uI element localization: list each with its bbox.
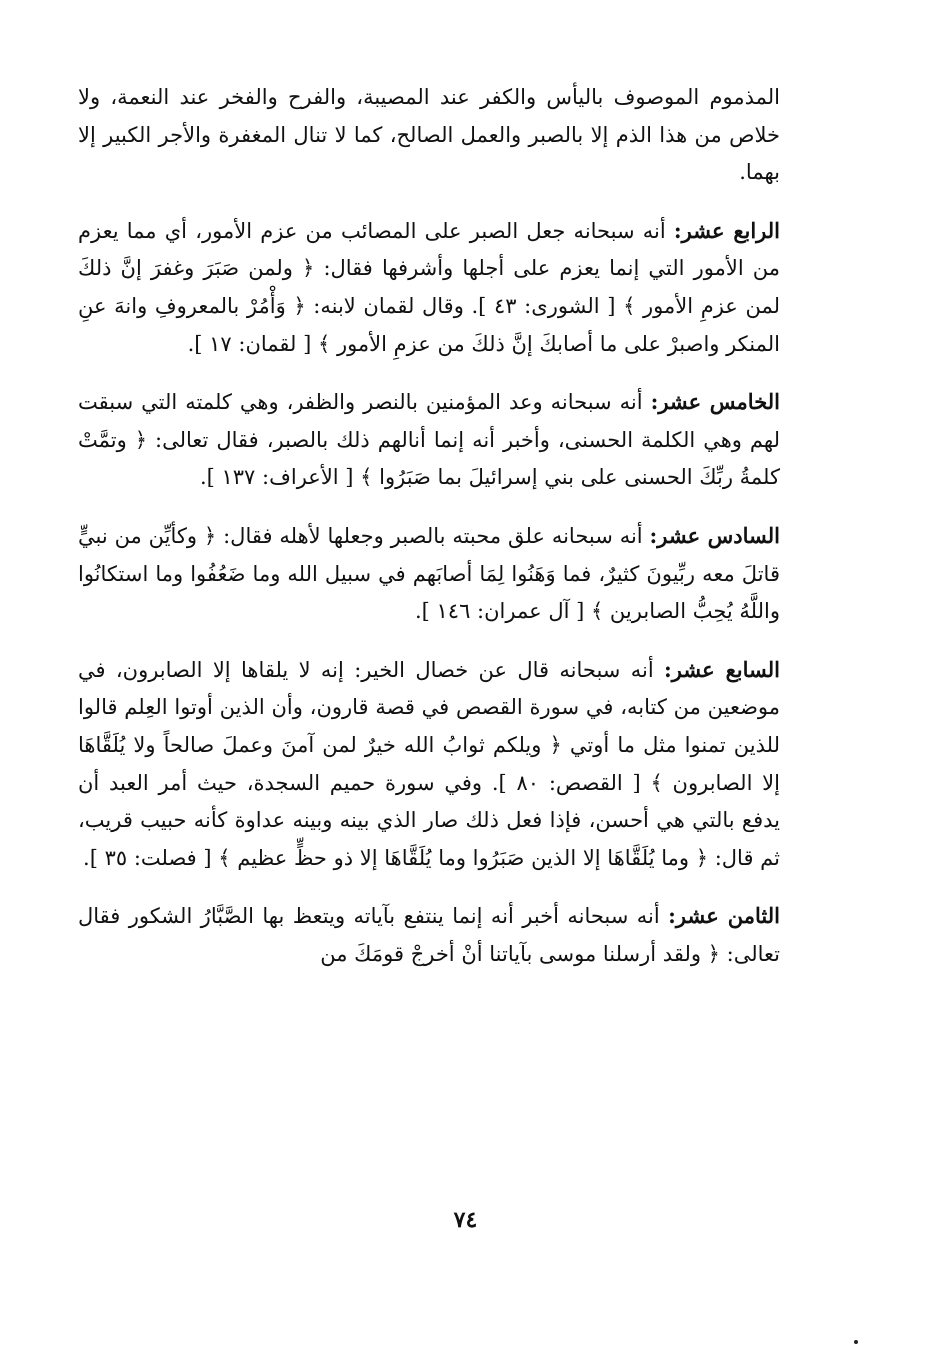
paragraph-text: أنه سبحانه علق محبته بالصبر وجعلها لأهله فقال: ﴿ وكأيِّن من نبيٍّ قاتلَ معه ربِّيونَ كثيرٌ، فما وَهَنُوا لِمَا أصابَهم في سبيل الله وما ضَعُفُوا وما استكانُوا واللَّهُ يُحِبُّ الصابرين ﴾ [ آل عمران: ١٤٦ ]. [78,523,780,624]
paragraph-text: أنه سبحانه وعد المؤمنين بالنصر والظفر، وهي كلمته التي سبقت لهم وهي الكلمة الحسنى، وأخبر أنه إنما أنالهم ذلك بالصبر، فقال تعالى: ﴿ وتمَّتْ كلمةُ ربِّكَ الحسنى على بني إسرائيلَ بما صَبَرُوا ﴾ [ الأعراف: ١٣٧ ]. [78,390,780,490]
page-body [78,78,780,973]
paragraph-eighteenth [78,897,780,973]
paragraph-heading: السادس عشر: [649,522,780,548]
paragraph-heading: الثامن عشر: [668,903,780,929]
paragraph-heading: الخامس عشر: [650,389,780,415]
paragraph-text: أنه سبحانه قال عن خصال الخير: إنه لا يلقاها إلا الصابرون، في موضعين من كتابه، في سورة القصص في قصة قارون، وأن الذين أوتوا العِلم قالوا للذين تمنوا مثل ما أوتي ﴿ ويلكم ثوابُ الله خيرٌ لمن آمنَ وعملَ صالحاً ولا يُلَقَّاهَا إلا الصابرون ﴾ [ القصص: ٨٠ ]. وفي سورة حميم السجدة، حيث أمر العبد أن يدفع بالتي هي أحسن، فإذا فعل ذلك صار الذي بينه وبينه عداوة كأنه حبيب قريب، ثم قال: ﴿ وما يُلَقَّاهَا إلا الذين صَبَرُوا وما يُلَقَّاهَا إلا ذو حظٍّ عظيم ﴾ [ فصلت: ٣٥ ]. [78,657,780,870]
paragraph-text: أنه سبحانه جعل الصبر على المصائب من عزم الأمور، أي مما يعزم من الأمور التي إنما يعزم على أجلها وأشرفها فقال: ﴿ ولمن صَبَرَ وغفرَ إنَّ ذلكَ لمن عزمِ الأمور ﴾ [ الشورى: ٤٣ ]. وقال لقمان لابنه: ﴿ وَأْمُرْ بالمعروفِ وانهَ عنِ المنكر واصبرْ على ما أصابكَ إنَّ ذلكَ من عزمِ الأمور ﴾ [ لقمان: ١٧ ]. [78,218,780,356]
paragraph-heading: الرابع عشر: [673,217,780,243]
paragraph-fourteenth [78,212,780,363]
paragraph-heading: السابع عشر: [664,656,780,682]
paragraph-seventeenth [78,651,780,878]
paragraph-fifteenth [78,383,780,497]
scan-speck [854,1340,858,1344]
page-number: ٧٤ [453,1207,478,1233]
paragraph-text: المذموم الموصوف باليأس والكفر عند المصيبة، والفرح والفخر عند النعمة، ولا خلاص من هذا الذم إلا بالصبر والعمل الصالح، كما لا تنال المغفرة والأجر الكبير إلا بهما. [78,85,780,185]
paragraph-text: أنه سبحانه أخبر أنه إنما ينتفع بآياته ويتعظ بها الصَّبَّارُ الشكور فقال تعالى: ﴿ ولقد أرسلنا موسى بآياتنا أنْ أخرجْ قومَكَ من [78,904,780,966]
paragraph-intro [78,78,780,192]
paragraph-sixteenth [78,517,780,631]
